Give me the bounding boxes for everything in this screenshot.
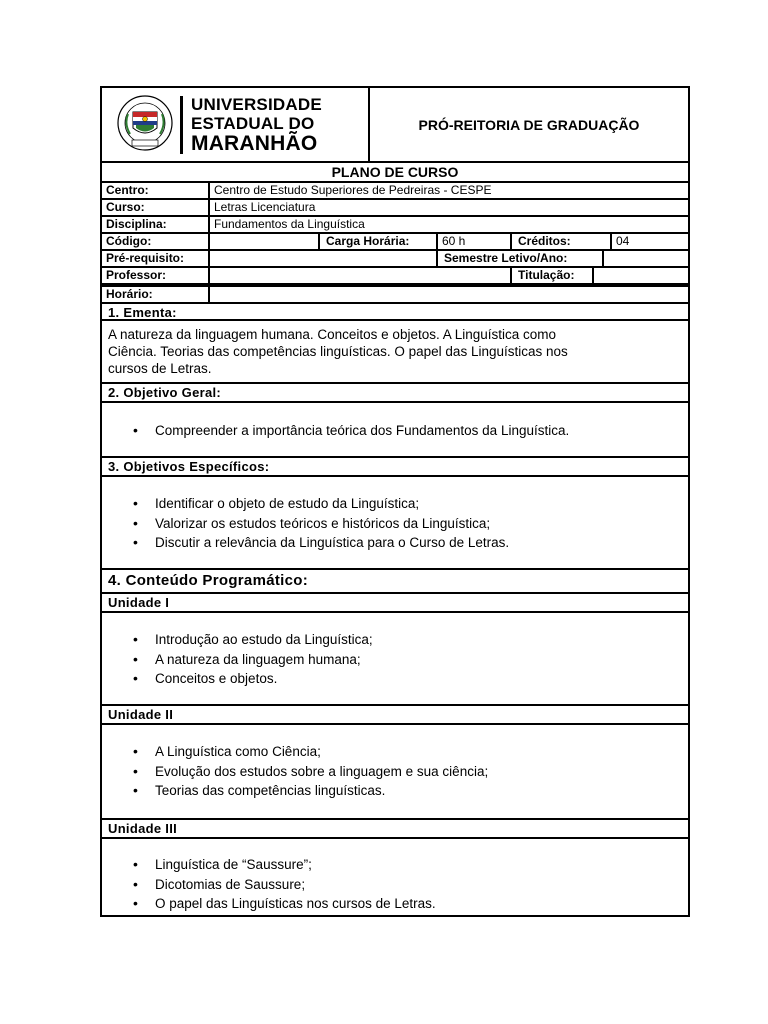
objetivo-geral-list [102,421,688,441]
ementa-body [100,321,690,384]
conteudo-heading: 4. Conteúdo Programático: [100,570,690,594]
university-seal-icon [116,94,174,156]
ementa-line: cursos de Letras. [108,361,212,376]
codigo-label: Código: [102,234,210,249]
titulacao-value [594,268,688,283]
list-item: • Identificar o objeto de estudo da Linguística; [102,494,688,514]
document-header [100,86,690,163]
info-row-professor [102,268,688,285]
semestre-value [604,251,688,266]
course-info-table [100,163,690,302]
unidade-body [100,613,690,706]
objetivo-geral-heading: 2. Objetivo Geral: [100,384,690,403]
department-title: PRÓ-REITORIA DE GRADUAÇÃO [418,116,640,133]
unidade-body [100,725,690,820]
objetivos-especificos-body [100,477,690,570]
university-name [191,96,322,154]
info-row-prerequisito [102,251,688,268]
logo-divider [180,96,183,154]
curso-value: Letras Licenciatura [214,200,316,214]
list-item: • O papel das Linguísticas nos cursos de Letras. [102,894,688,914]
list-item: • A natureza da linguagem humana; [102,650,688,670]
horario-label: Horário: [102,287,210,302]
objetivos-especificos-heading: 3. Objetivos Específicos: [100,458,690,477]
centro-label: Centro: [102,183,210,198]
list-item: • Discutir a relevância da Linguística para o Curso de Letras. [102,533,688,553]
disciplina-value: Fundamentos da Linguística [214,217,365,231]
titulacao-label: Titulação: [512,268,594,283]
list-item: • Introdução ao estudo da Linguística; [102,630,688,650]
horario-value [210,287,688,302]
carga-horaria-value: 60 h [438,234,512,249]
disciplina-label: Disciplina: [102,217,210,232]
list-item: • A Linguística como Ciência; [102,742,688,762]
ementa-line: Ciência. Teorias das competências linguísticas. O papel das Linguísticas nos [108,344,568,359]
list-item: • Evolução dos estudos sobre a linguagem e sua ciência; [102,762,688,782]
list-item: • Conceitos e objetos. [102,669,688,689]
objetivo-geral-body [100,403,690,458]
list-item: • Compreender a importância teórica dos Fundamentos da Linguística. [102,421,688,441]
university-logo [102,88,370,161]
info-row-horario [102,285,688,302]
list-item: • Valorizar os estudos teóricos e históricos da Linguística; [102,514,688,534]
unidade-list [102,630,688,689]
info-row-curso [102,200,688,217]
info-row-codigo [102,234,688,251]
codigo-value [210,234,320,249]
prerequisito-value [210,251,438,266]
creditos-value: 04 [616,234,630,248]
course-plan-document [100,86,690,917]
ementa-line: A natureza da linguagem humana. Conceitos e objetos. A Linguística como [108,327,557,342]
creditos-label: Créditos: [512,234,612,249]
info-row-centro [102,183,688,200]
unidade-heading: Unidade II [100,706,690,725]
unidade-list [102,742,688,801]
ementa-text [102,321,688,381]
curso-label: Curso: [102,200,210,215]
info-row-disciplina [102,217,688,234]
list-item: • Teorias das competências linguísticas. [102,781,688,801]
prerequisito-label: Pré-requisito: [102,251,210,266]
list-item: • Linguística de “Saussure”; [102,855,688,875]
university-name-line1: UNIVERSIDADE [191,94,322,114]
semestre-label: Semestre Letivo/Ano: [438,251,604,266]
unidade-list [102,855,688,914]
centro-value: Centro de Estudo Superiores de Pedreiras - CESPE [214,183,492,197]
unidade-body [100,839,690,917]
objetivos-especificos-list [102,494,688,553]
carga-horaria-label: Carga Horária: [320,234,438,249]
plan-title: PLANO DE CURSO [102,163,688,183]
unidade-heading: Unidade I [100,594,690,613]
list-item: • Dicotomias de Saussure; [102,875,688,895]
university-name-line3: MARANHÃO [191,131,318,155]
unidade-heading: Unidade III [100,820,690,839]
ementa-heading: 1. Ementa: [100,302,690,321]
professor-value [210,268,512,283]
university-name-line2: ESTADUAL DO [191,113,315,133]
professor-label: Professor: [102,268,210,283]
